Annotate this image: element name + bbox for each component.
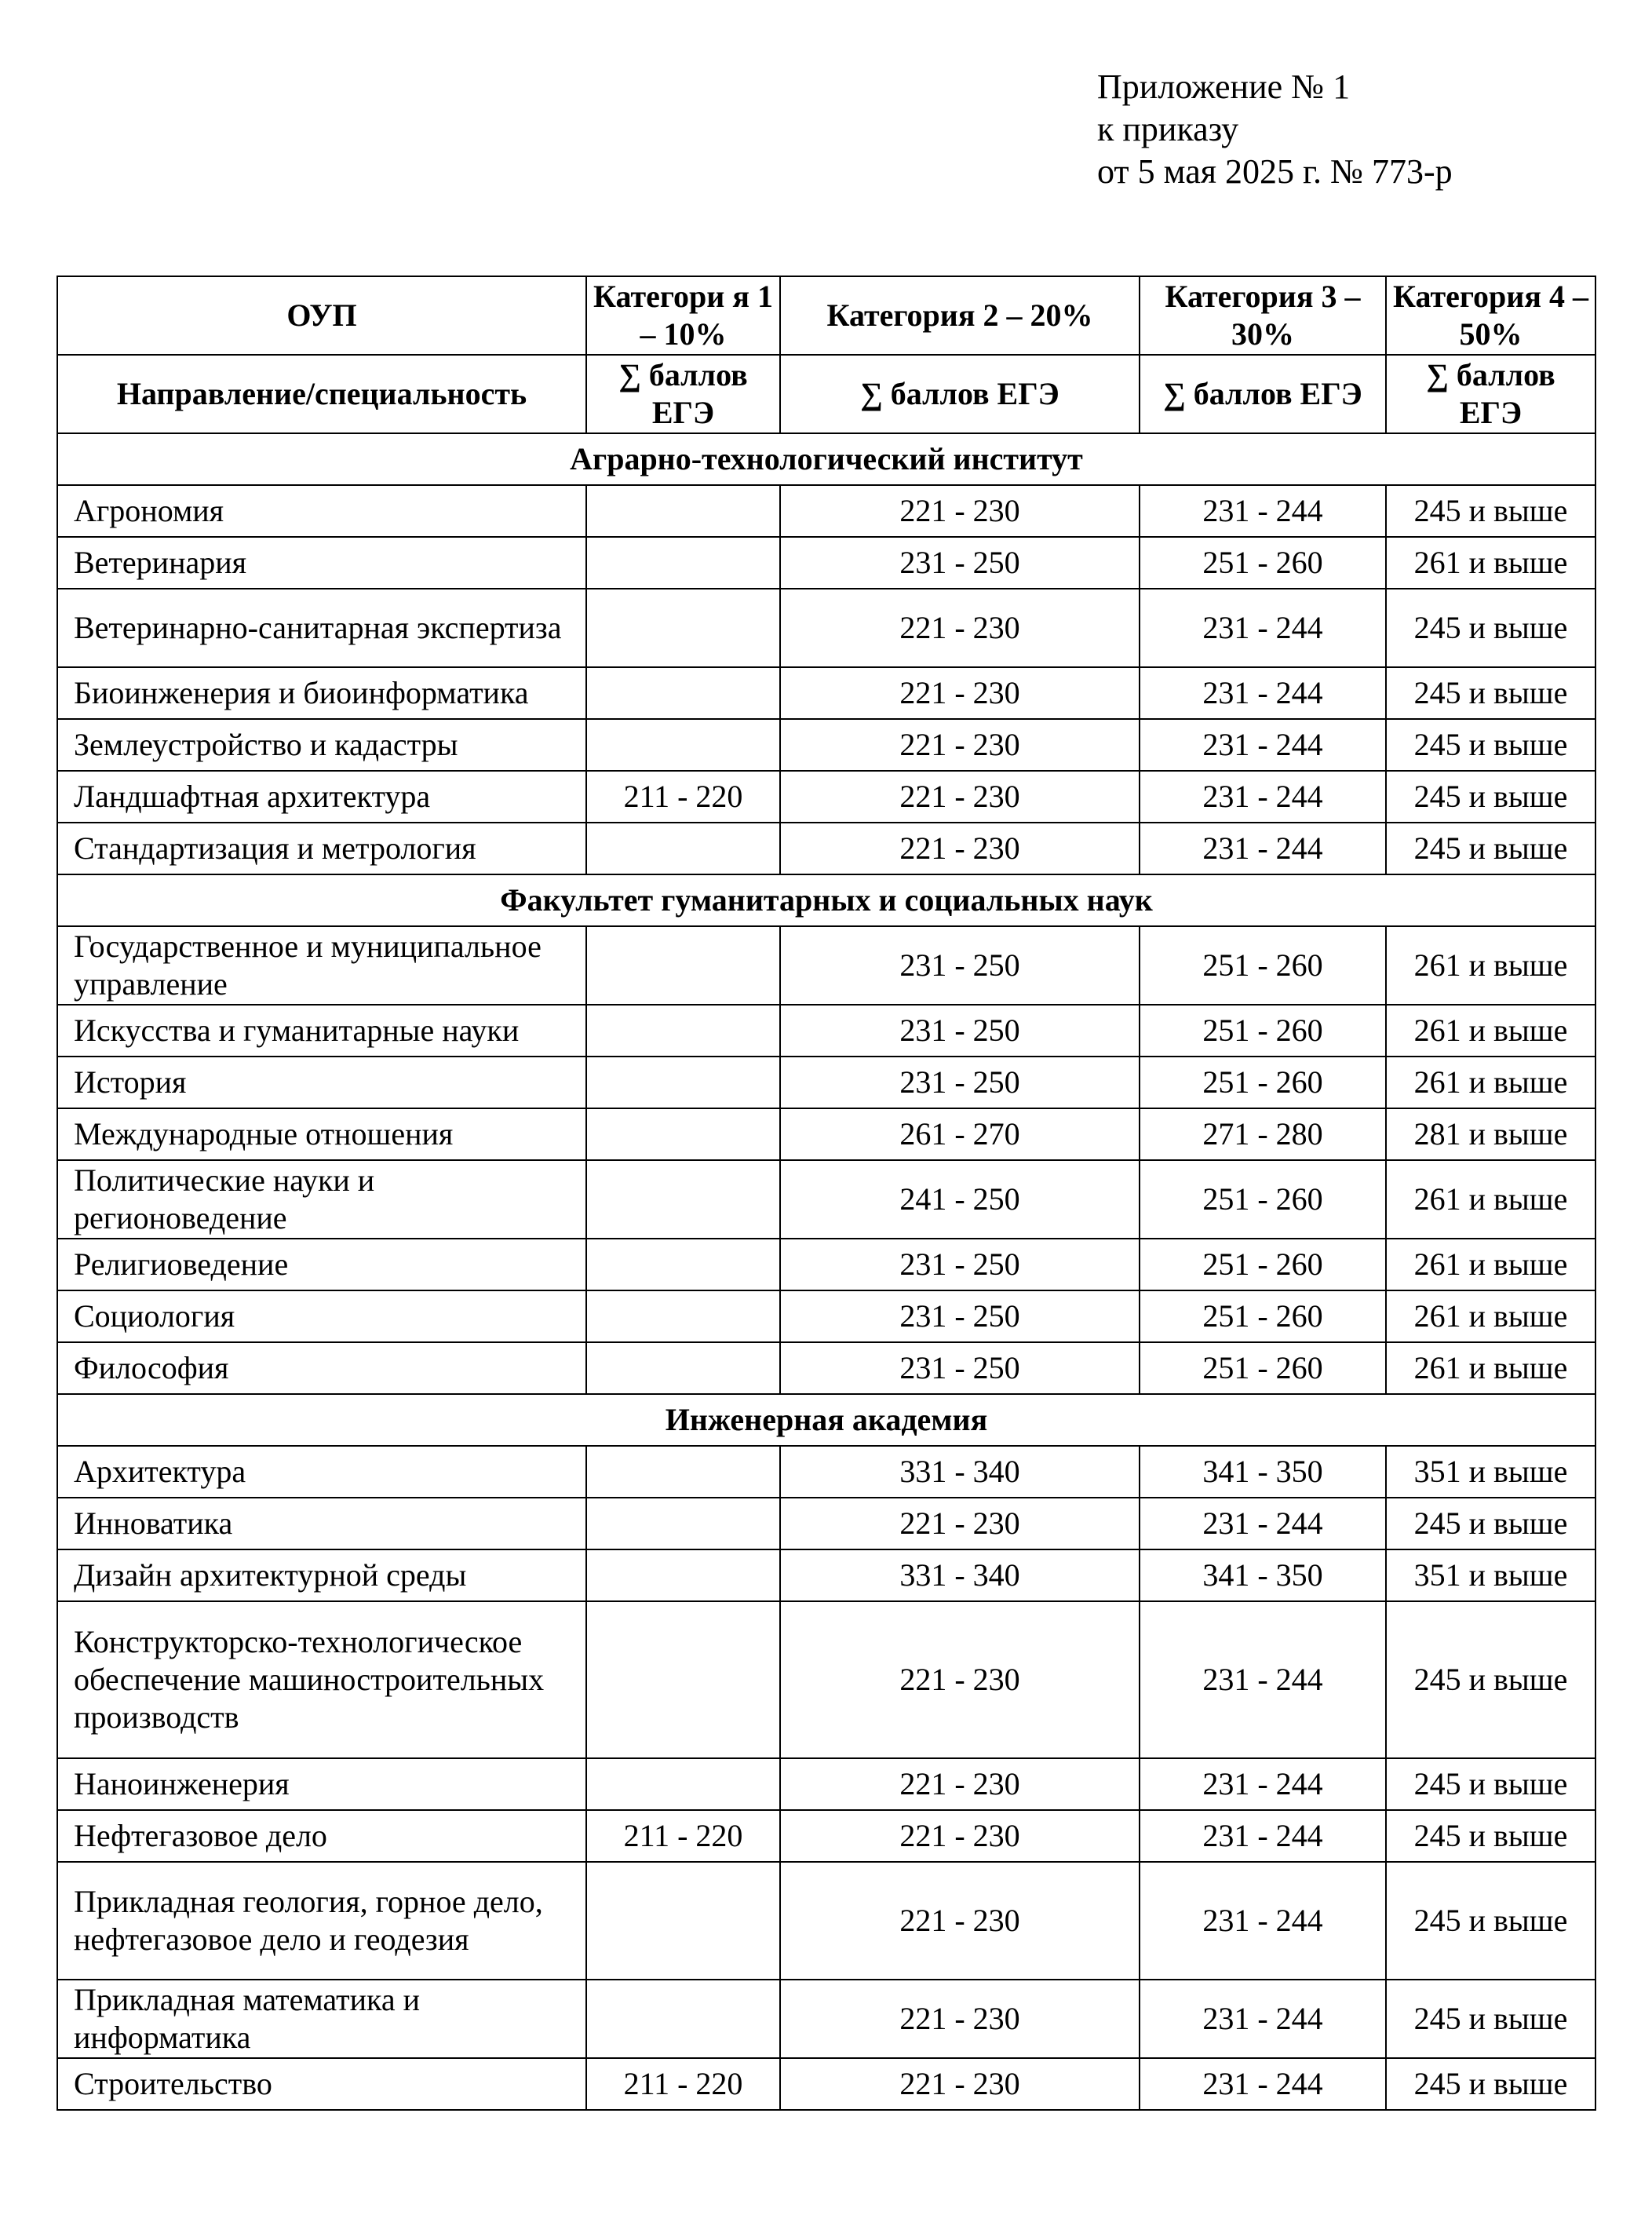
appendix-line-3: от 5 мая 2025 г. № 773-р xyxy=(1097,152,1453,191)
cell-category-2: 231 - 250 xyxy=(780,1057,1140,1108)
table-row xyxy=(57,1862,1595,1980)
cell-category-2: 221 - 230 xyxy=(780,719,1140,771)
cell-category-4: 245 и выше xyxy=(1386,1601,1595,1758)
cell-category-3: 231 - 244 xyxy=(1140,1862,1386,1980)
cell-category-4: 261 и выше xyxy=(1386,537,1595,589)
appendix-header xyxy=(1097,66,1453,193)
section-row xyxy=(57,874,1595,926)
cell-category-3: 231 - 244 xyxy=(1140,771,1386,823)
table-row xyxy=(57,667,1595,719)
cell-category-1 xyxy=(586,1758,780,1810)
appendix-line-2: к приказу xyxy=(1097,110,1239,148)
header-category-1: Категори я 1 – 10% xyxy=(586,276,780,355)
cell-category-2: 221 - 230 xyxy=(780,1758,1140,1810)
table-row xyxy=(57,485,1595,537)
cell-category-1 xyxy=(586,1239,780,1290)
cell-category-2: 231 - 250 xyxy=(780,1342,1140,1394)
cell-category-1 xyxy=(586,1980,780,2058)
cell-category-2: 221 - 230 xyxy=(780,771,1140,823)
header-category-4: Категория 4 – 50% xyxy=(1386,276,1595,355)
cell-category-3: 231 - 244 xyxy=(1140,1758,1386,1810)
cell-direction: Ветеринарно-санитарная экспертиза xyxy=(57,589,586,667)
cell-category-2: 261 - 270 xyxy=(780,1108,1140,1160)
cell-category-4: 245 и выше xyxy=(1386,1810,1595,1862)
appendix-line-1: Приложение № 1 xyxy=(1097,68,1351,106)
section-title: Факультет гуманитарных и социальных наук xyxy=(57,874,1595,926)
cell-category-3: 231 - 244 xyxy=(1140,1980,1386,2058)
cell-category-2: 221 - 230 xyxy=(780,589,1140,667)
cell-category-3: 271 - 280 xyxy=(1140,1108,1386,1160)
cell-category-3: 231 - 244 xyxy=(1140,1810,1386,1862)
cell-direction: Философия xyxy=(57,1342,586,1394)
cell-category-3: 251 - 260 xyxy=(1140,1239,1386,1290)
table-row xyxy=(57,589,1595,667)
scores-table xyxy=(57,276,1596,2111)
cell-category-3: 251 - 260 xyxy=(1140,1160,1386,1239)
header-direction: Направление/специальность xyxy=(57,355,586,433)
cell-category-4: 245 и выше xyxy=(1386,823,1595,874)
table-row xyxy=(57,1980,1595,2058)
cell-category-4: 281 и выше xyxy=(1386,1108,1595,1160)
cell-category-1: 211 - 220 xyxy=(586,771,780,823)
cell-direction: Религиоведение xyxy=(57,1239,586,1290)
cell-direction: Конструкторско-технологическое обеспечение машиностроительных производств xyxy=(57,1601,586,1758)
header-sum-1: ∑ баллов ЕГЭ xyxy=(586,355,780,433)
cell-category-3: 231 - 244 xyxy=(1140,589,1386,667)
cell-category-2: 231 - 250 xyxy=(780,1005,1140,1057)
cell-direction: Искусства и гуманитарные науки xyxy=(57,1005,586,1057)
cell-direction: Прикладная математика и информатика xyxy=(57,1980,586,2058)
cell-category-4: 261 и выше xyxy=(1386,1290,1595,1342)
table-row xyxy=(57,1057,1595,1108)
cell-category-3: 231 - 244 xyxy=(1140,823,1386,874)
table-row xyxy=(57,1810,1595,1862)
cell-category-2: 231 - 250 xyxy=(780,926,1140,1005)
cell-category-4: 261 и выше xyxy=(1386,1057,1595,1108)
cell-direction: Социология xyxy=(57,1290,586,1342)
cell-category-4: 245 и выше xyxy=(1386,719,1595,771)
cell-category-4: 245 и выше xyxy=(1386,667,1595,719)
cell-category-3: 341 - 350 xyxy=(1140,1446,1386,1498)
cell-category-1 xyxy=(586,1057,780,1108)
cell-category-4: 245 и выше xyxy=(1386,589,1595,667)
cell-category-4: 351 и выше xyxy=(1386,1549,1595,1601)
cell-category-1 xyxy=(586,1005,780,1057)
cell-category-1 xyxy=(586,1862,780,1980)
cell-category-2: 221 - 230 xyxy=(780,1980,1140,2058)
cell-direction: Дизайн архитектурной среды xyxy=(57,1549,586,1601)
cell-category-4: 245 и выше xyxy=(1386,2058,1595,2110)
cell-direction: Наноинженерия xyxy=(57,1758,586,1810)
cell-direction: Ландшафтная архитектура xyxy=(57,771,586,823)
cell-direction: Государственное и муниципальное управление xyxy=(57,926,586,1005)
table-row xyxy=(57,1005,1595,1057)
table-row xyxy=(57,1239,1595,1290)
cell-category-3: 251 - 260 xyxy=(1140,537,1386,589)
cell-category-1 xyxy=(586,1342,780,1394)
cell-category-1 xyxy=(586,1498,780,1549)
cell-direction: Политические науки и регионоведение xyxy=(57,1160,586,1239)
cell-category-4: 245 и выше xyxy=(1386,1498,1595,1549)
cell-category-3: 231 - 244 xyxy=(1140,485,1386,537)
cell-category-3: 251 - 260 xyxy=(1140,1057,1386,1108)
header-row-subtitles xyxy=(57,355,1595,433)
cell-category-1: 211 - 220 xyxy=(586,2058,780,2110)
cell-direction: Архитектура xyxy=(57,1446,586,1498)
cell-category-2: 221 - 230 xyxy=(780,2058,1140,2110)
cell-category-3: 251 - 260 xyxy=(1140,1005,1386,1057)
cell-direction: Стандартизация и метрология xyxy=(57,823,586,874)
table-body xyxy=(57,433,1595,2110)
table-row xyxy=(57,1498,1595,1549)
cell-category-4: 261 и выше xyxy=(1386,1160,1595,1239)
section-title: Инженерная академия xyxy=(57,1394,1595,1446)
header-row-categories xyxy=(57,276,1595,355)
table-row xyxy=(57,1290,1595,1342)
header-sum-2: ∑ баллов ЕГЭ xyxy=(780,355,1140,433)
cell-category-4: 261 и выше xyxy=(1386,926,1595,1005)
cell-category-1 xyxy=(586,1549,780,1601)
cell-category-1 xyxy=(586,667,780,719)
cell-category-2: 221 - 230 xyxy=(780,667,1140,719)
cell-direction: Ветеринария xyxy=(57,537,586,589)
cell-category-2: 231 - 250 xyxy=(780,1239,1140,1290)
cell-category-2: 331 - 340 xyxy=(780,1549,1140,1601)
table-row xyxy=(57,1160,1595,1239)
cell-category-2: 331 - 340 xyxy=(780,1446,1140,1498)
cell-category-4: 245 и выше xyxy=(1386,485,1595,537)
cell-category-3: 251 - 260 xyxy=(1140,926,1386,1005)
table-row xyxy=(57,1549,1595,1601)
cell-direction: Агрономия xyxy=(57,485,586,537)
cell-category-1 xyxy=(586,1290,780,1342)
cell-category-4: 245 и выше xyxy=(1386,771,1595,823)
table-row xyxy=(57,823,1595,874)
cell-category-2: 241 - 250 xyxy=(780,1160,1140,1239)
cell-direction: Нефтегазовое дело xyxy=(57,1810,586,1862)
cell-category-4: 245 и выше xyxy=(1386,1862,1595,1980)
cell-category-2: 221 - 230 xyxy=(780,1601,1140,1758)
cell-category-3: 231 - 244 xyxy=(1140,719,1386,771)
cell-category-1 xyxy=(586,926,780,1005)
cell-direction: История xyxy=(57,1057,586,1108)
header-oup: ОУП xyxy=(57,276,586,355)
section-title: Аграрно-технологический институт xyxy=(57,433,1595,485)
table-row xyxy=(57,2058,1595,2110)
cell-direction: Международные отношения xyxy=(57,1108,586,1160)
cell-category-3: 231 - 244 xyxy=(1140,1498,1386,1549)
cell-category-2: 231 - 250 xyxy=(780,1290,1140,1342)
cell-category-4: 261 и выше xyxy=(1386,1342,1595,1394)
cell-category-3: 251 - 260 xyxy=(1140,1290,1386,1342)
cell-category-3: 231 - 244 xyxy=(1140,2058,1386,2110)
cell-category-2: 231 - 250 xyxy=(780,537,1140,589)
cell-category-1 xyxy=(586,537,780,589)
cell-direction: Биоинженерия и биоинформатика xyxy=(57,667,586,719)
cell-category-3: 341 - 350 xyxy=(1140,1549,1386,1601)
table-row xyxy=(57,719,1595,771)
table-row xyxy=(57,926,1595,1005)
cell-direction: Землеустройство и кадастры xyxy=(57,719,586,771)
table-row xyxy=(57,771,1595,823)
cell-category-4: 245 и выше xyxy=(1386,1980,1595,2058)
cell-category-1 xyxy=(586,485,780,537)
table-row xyxy=(57,1758,1595,1810)
cell-category-3: 231 - 244 xyxy=(1140,667,1386,719)
table-row xyxy=(57,1108,1595,1160)
header-sum-3: ∑ баллов ЕГЭ xyxy=(1140,355,1386,433)
cell-direction: Инноватика xyxy=(57,1498,586,1549)
cell-category-4: 261 и выше xyxy=(1386,1005,1595,1057)
cell-category-2: 221 - 230 xyxy=(780,1862,1140,1980)
cell-category-2: 221 - 230 xyxy=(780,823,1140,874)
cell-category-1 xyxy=(586,1446,780,1498)
cell-category-4: 261 и выше xyxy=(1386,1239,1595,1290)
header-category-3: Категория 3 – 30% xyxy=(1140,276,1386,355)
cell-category-1 xyxy=(586,719,780,771)
cell-category-1 xyxy=(586,1108,780,1160)
cell-category-2: 221 - 230 xyxy=(780,485,1140,537)
cell-category-3: 251 - 260 xyxy=(1140,1342,1386,1394)
table-row xyxy=(57,1342,1595,1394)
table-row xyxy=(57,537,1595,589)
cell-category-1 xyxy=(586,1160,780,1239)
cell-category-4: 245 и выше xyxy=(1386,1758,1595,1810)
header-sum-4: ∑ баллов ЕГЭ xyxy=(1386,355,1595,433)
cell-category-3: 231 - 244 xyxy=(1140,1601,1386,1758)
section-row xyxy=(57,1394,1595,1446)
cell-direction: Строительство xyxy=(57,2058,586,2110)
cell-category-1 xyxy=(586,1601,780,1758)
cell-category-2: 221 - 230 xyxy=(780,1498,1140,1549)
cell-direction: Прикладная геология, горное дело, нефтегазовое дело и геодезия xyxy=(57,1862,586,1980)
section-row xyxy=(57,433,1595,485)
table-row xyxy=(57,1601,1595,1758)
table-row xyxy=(57,1446,1595,1498)
cell-category-1 xyxy=(586,589,780,667)
cell-category-1: 211 - 220 xyxy=(586,1810,780,1862)
cell-category-2: 221 - 230 xyxy=(780,1810,1140,1862)
cell-category-4: 351 и выше xyxy=(1386,1446,1595,1498)
cell-category-1 xyxy=(586,823,780,874)
header-category-2: Категория 2 – 20% xyxy=(780,276,1140,355)
